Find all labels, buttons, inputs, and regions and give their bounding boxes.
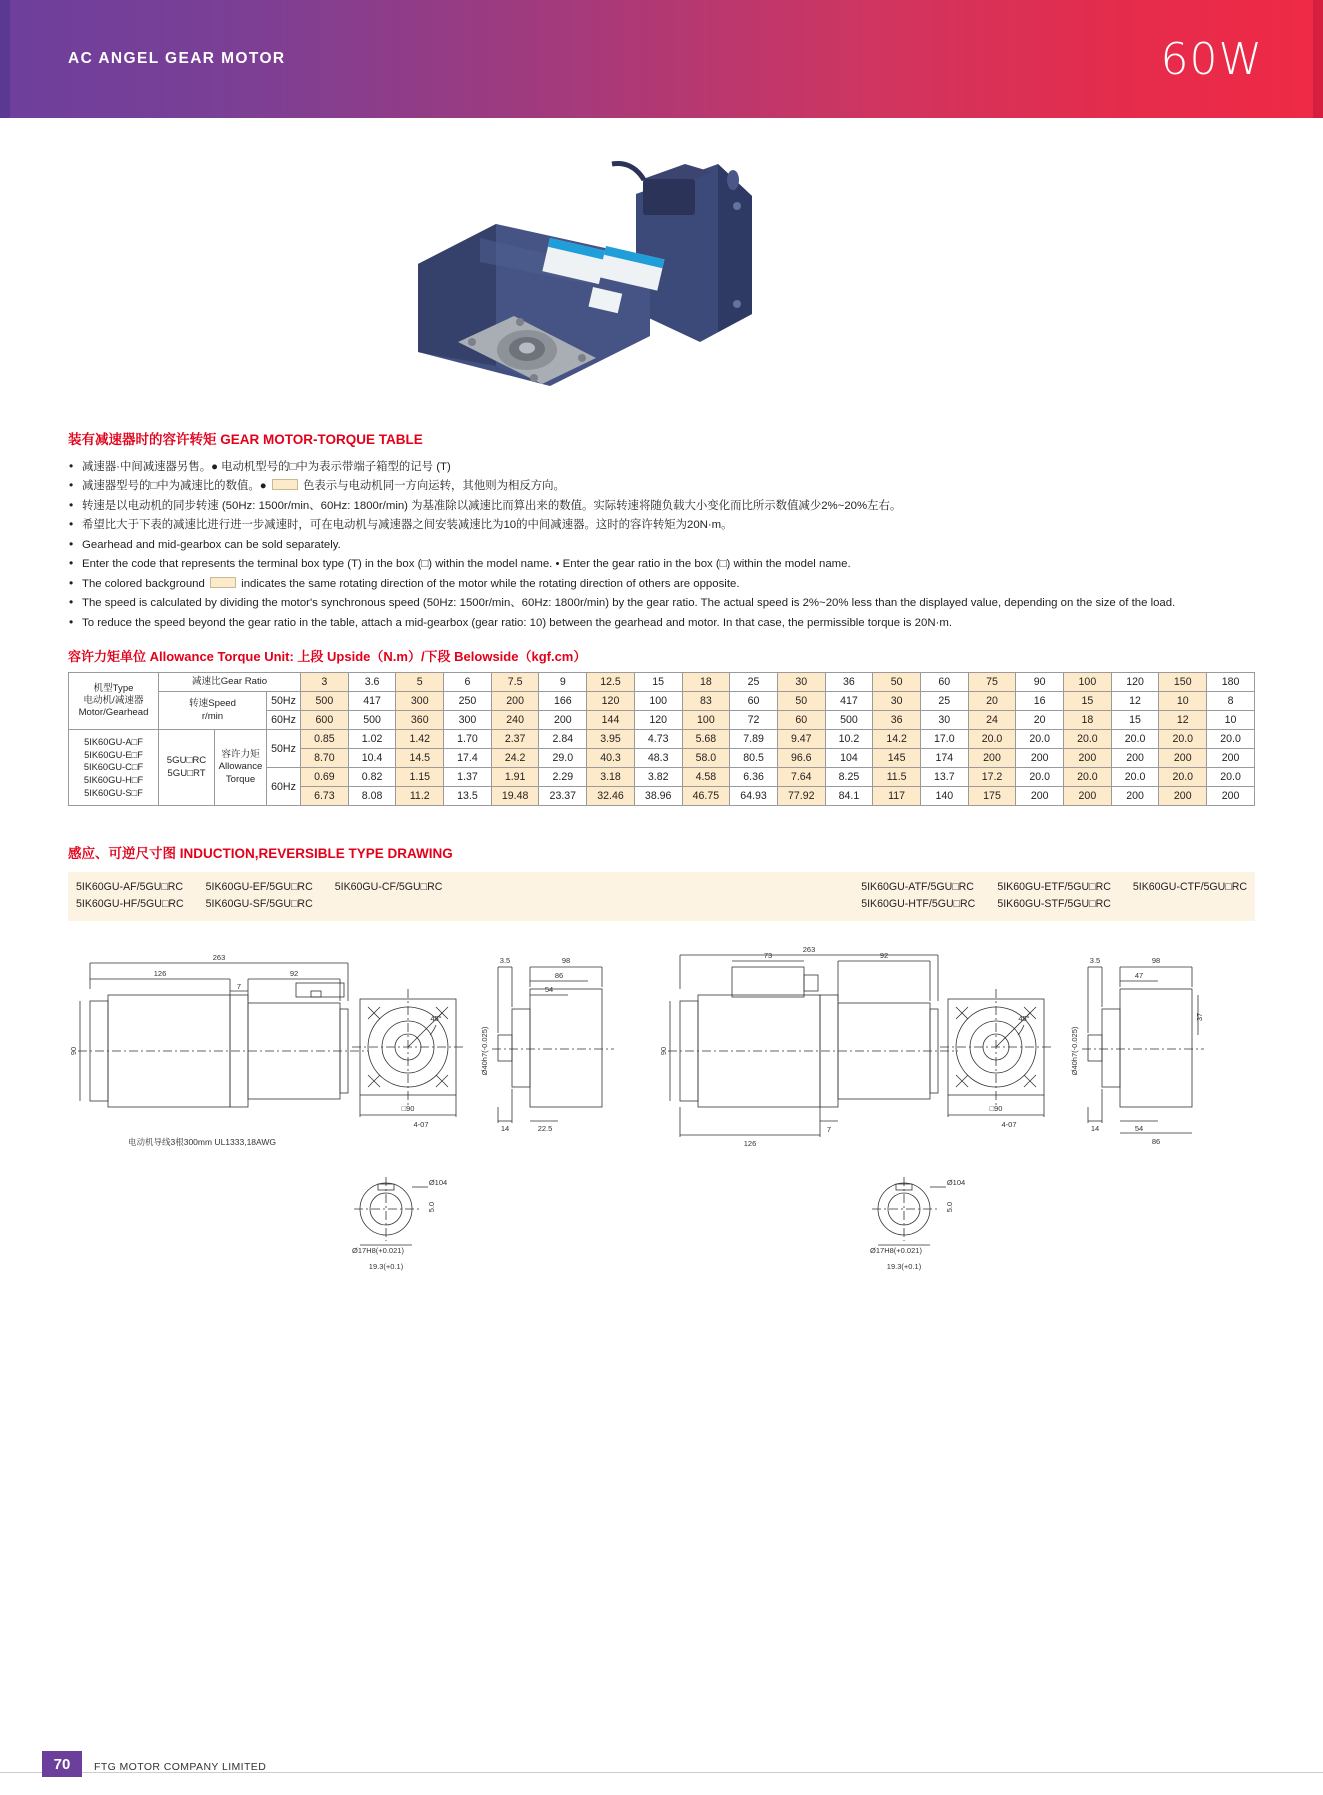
table-cell: 77.92 (777, 787, 825, 806)
table-cell: 60Hz (267, 711, 301, 730)
table-cell: 175 (968, 787, 1016, 806)
model-bar-spacer (464, 879, 861, 913)
table-cell: 25 (920, 692, 968, 711)
torque-heading-en: GEAR MOTOR-TORQUE TABLE (220, 432, 423, 447)
table-cell: 60 (920, 673, 968, 692)
table-cell: 100 (634, 692, 682, 711)
model-name: 5IK60GU-HF/5GU□RC (76, 898, 184, 911)
svg-text:14: 14 (1090, 1123, 1100, 1133)
table-cell: 8 (1207, 692, 1255, 711)
table-cell: 150 (1159, 673, 1207, 692)
table-cell: 4.73 (634, 730, 682, 749)
company-name: FTG MOTOR COMPANY LIMITED (94, 1761, 267, 1773)
svg-text:Ø40h7(-0.025): Ø40h7(-0.025) (480, 1026, 489, 1075)
table-cell: 0.82 (348, 768, 396, 787)
table-cell: 11.2 (396, 787, 444, 806)
model-name: 5IK60GU-EF/5GU□RC (205, 881, 313, 894)
right-front-view (940, 989, 1054, 1117)
table-cell: 18 (1064, 711, 1112, 730)
table-cell: 6.73 (301, 787, 349, 806)
table-row (69, 673, 1255, 692)
table-cell: 12 (1159, 711, 1207, 730)
model-column (206, 879, 335, 913)
note-item: • The speed is calculated by dividing the motor's synchronous speed (50Hz: 1500r/min、60Hz: 1800r/min) by the gear ratio. The actual speed is 2%~20% less than the displayed value, depending on the size of the load. (68, 594, 1255, 612)
table-cell: 20.0 (1064, 730, 1112, 749)
drawing-section-heading (68, 842, 1255, 862)
table-cell: 20.0 (1016, 768, 1064, 787)
table-cell: 417 (825, 692, 873, 711)
table-cell: 30 (873, 692, 921, 711)
table-cell: 0.69 (301, 768, 349, 787)
note-item: • Enter the code that represents the terminal box type (T) in the box (□) within the model name. • Enter the gear ratio in the box (□) within the model name. (68, 555, 1255, 573)
table-cell: 3.82 (634, 768, 682, 787)
table-cell: 140 (920, 787, 968, 806)
model-name: 5IK60GU-A□F (84, 737, 143, 748)
note-item: • 减速器型号的□中为减速比的数值。● 色表示与电动机同一方向运转，其他则为相反方向。 (68, 477, 1255, 495)
table-cell: 1.02 (348, 730, 396, 749)
table-cell: 8.08 (348, 787, 396, 806)
table-cell: 10.4 (348, 749, 396, 768)
table-cell: 1.15 (396, 768, 444, 787)
svg-text:263: 263 (212, 952, 226, 962)
table-cell: 50 (777, 692, 825, 711)
table-cell: 417 (348, 692, 396, 711)
table-cell: 4.58 (682, 768, 730, 787)
table-cell: 300 (444, 711, 492, 730)
table-cell: 200 (1159, 749, 1207, 768)
table-cell: 300 (396, 692, 444, 711)
table-cell: 120 (634, 711, 682, 730)
table-cell: 20.0 (1111, 768, 1159, 787)
table-cell: 16 (1016, 692, 1064, 711)
table-cell: 20.0 (1064, 768, 1112, 787)
model-name: 5IK60GU-HTF/5GU□RC (861, 898, 976, 911)
table-cell: 19.48 (491, 787, 539, 806)
table-cell: 8.25 (825, 768, 873, 787)
table-cell: 200 (1064, 787, 1112, 806)
table-cell: 50Hz (267, 692, 301, 711)
table-cell: 60 (777, 711, 825, 730)
table-cell: 20.0 (1016, 730, 1064, 749)
table-cell: 1.91 (491, 768, 539, 787)
color-swatch (272, 479, 298, 490)
table-cell: 600 (301, 711, 349, 730)
table-cell: 20.0 (1111, 730, 1159, 749)
table-cell: 20.0 (1159, 768, 1207, 787)
table-cell: 13.5 (444, 787, 492, 806)
table-cell: 1.42 (396, 730, 444, 749)
table-cell: 200 (1111, 787, 1159, 806)
table-cell: 144 (587, 711, 635, 730)
table-cell: 200 (1016, 749, 1064, 768)
model-name: 5IK60GU-ATF/5GU□RC (861, 881, 974, 894)
table-cell: 25 (730, 673, 778, 692)
table-cell: 7.89 (730, 730, 778, 749)
svg-text:Ø104: Ø104 (428, 1177, 448, 1187)
svg-text:54: 54 (1134, 1123, 1144, 1133)
table-header-type: 机型Type 电动机/减速器 Motor/Gearhead (69, 673, 159, 730)
svg-text:7: 7 (236, 981, 242, 991)
table-cell: 36 (825, 673, 873, 692)
table-cell: 100 (1064, 673, 1112, 692)
table-cell: 30 (777, 673, 825, 692)
page-header (0, 0, 1323, 118)
model-column (997, 879, 1133, 913)
page-footer (0, 1739, 1323, 1795)
table-cell: 2.29 (539, 768, 587, 787)
table-cell: 24 (968, 711, 1016, 730)
table-cell: 48.3 (634, 749, 682, 768)
svg-text:5.0: 5.0 (427, 1201, 436, 1212)
model-name: 5IK60GU-AF/5GU□RC (76, 881, 184, 894)
note-item: • The colored background indicates the same rotating direction of the motor while the rotating direction of others are opposite. (68, 575, 1255, 593)
table-cell: 200 (1016, 787, 1064, 806)
lead-wire-note: 电动机导线3根300mm UL1333,18AWG (128, 1136, 277, 1147)
drawing-heading-cn: 感应、可逆尺寸图 (68, 846, 176, 862)
table-cell: 24.2 (491, 749, 539, 768)
torque-table (68, 672, 1255, 806)
table-cell: 60Hz (267, 768, 301, 806)
table-cell: 5 (396, 673, 444, 692)
table-cell: 30 (920, 711, 968, 730)
table-cell: 1.70 (444, 730, 492, 749)
note-item: • 减速器·中间减速器另售。● 电动机型号的□中为表示带端子箱型的记号 (T) (68, 458, 1255, 476)
model-column (76, 879, 206, 913)
right-box-view (1082, 967, 1204, 1133)
svg-text:45°: 45° (1018, 1013, 1030, 1023)
table-cell: 64.93 (730, 787, 778, 806)
table-cell: 84.1 (825, 787, 873, 806)
table-cell: 6 (444, 673, 492, 692)
svg-text:86: 86 (554, 970, 564, 980)
svg-text:19.3(+0.1): 19.3(+0.1) (886, 1261, 922, 1271)
svg-text:90: 90 (69, 1046, 78, 1055)
svg-text:45°: 45° (430, 1013, 442, 1023)
table-models (69, 730, 159, 806)
torque-heading-cn: 装有减速器时的容许转矩 (68, 432, 217, 447)
left-shaft-detail (354, 1177, 428, 1245)
table-cell: 200 (1064, 749, 1112, 768)
right-shaft-detail (872, 1177, 946, 1245)
svg-text:263: 263 (802, 944, 816, 954)
model-name: 5IK60GU-E□F (84, 749, 143, 760)
svg-text:□90: □90 (401, 1103, 415, 1113)
table-cell: 6.36 (730, 768, 778, 787)
table-cell: 117 (873, 787, 921, 806)
table-cell: 200 (1207, 787, 1255, 806)
table-cell: 180 (1207, 673, 1255, 692)
svg-text:92: 92 (879, 950, 889, 960)
model-name: 5IK60GU-SF/5GU□RC (205, 898, 313, 911)
svg-text:90: 90 (659, 1046, 668, 1055)
table-cell: 200 (1159, 787, 1207, 806)
table-cell: 3.95 (587, 730, 635, 749)
table-cell: 12 (1111, 692, 1159, 711)
table-cell: 20 (968, 692, 1016, 711)
table-cell: 10 (1159, 692, 1207, 711)
table-cell: 7.5 (491, 673, 539, 692)
svg-text:Ø17H8(+0.021): Ø17H8(+0.021) (870, 1245, 922, 1255)
table-cell: 15 (1064, 692, 1112, 711)
model-name: 5IK60GU-ETF/5GU□RC (997, 881, 1111, 894)
table-cell: 50 (873, 673, 921, 692)
table-cell: 2.84 (539, 730, 587, 749)
table-header-speed: 转速Speed r/min (159, 692, 267, 730)
table-cell: 72 (730, 711, 778, 730)
table-cell: 10.2 (825, 730, 873, 749)
gear-motor-illustration (400, 146, 800, 426)
svg-text:37: 37 (1195, 1012, 1204, 1021)
table-cell: 60 (730, 692, 778, 711)
svg-text:126: 126 (743, 1138, 757, 1148)
table-cell: 100 (682, 711, 730, 730)
table-cell: 90 (1016, 673, 1064, 692)
table-cell: 200 (1207, 749, 1255, 768)
table-cell: 3.18 (587, 768, 635, 787)
page-title: AC ANGEL GEAR MOTOR (68, 50, 286, 67)
table-cell: 7.64 (777, 768, 825, 787)
table-header-torque: 容许力矩 Allowance Torque (215, 730, 267, 806)
table-cell: 104 (825, 749, 873, 768)
svg-text:126: 126 (153, 968, 167, 978)
table-cell: 145 (873, 749, 921, 768)
table-cell: 20.0 (968, 730, 1016, 749)
table-cell: 75 (968, 673, 1016, 692)
table-cell: 12.5 (587, 673, 635, 692)
table-cell: 36 (873, 711, 921, 730)
model-name: 5IK60GU-CF/5GU□RC (334, 881, 443, 894)
table-cell: 20.0 (1207, 768, 1255, 787)
table-cell: 200 (539, 711, 587, 730)
table-cell: 500 (301, 692, 349, 711)
table-header-gear-ratio: 减速比Gear Ratio (159, 673, 301, 692)
svg-text:□90: □90 (989, 1103, 1003, 1113)
model-column (1133, 879, 1247, 913)
note-item: • 转速是以电动机的同步转速 (50Hz: 1500r/min、60Hz: 1800r/min) 为基准除以减速比而算出来的数值。实际转速将随负载大小变化而比所示数值减少2%~20%左右。 (68, 497, 1255, 515)
table-cell: 58.0 (682, 749, 730, 768)
table-gearhead-models: 5GU□RC 5GU□RT (159, 730, 215, 806)
svg-text:3.5: 3.5 (1089, 955, 1101, 965)
table-cell: 200 (1111, 749, 1159, 768)
table-cell: 250 (444, 692, 492, 711)
table-cell: 9 (539, 673, 587, 692)
table-cell: 1.37 (444, 768, 492, 787)
svg-text:92: 92 (289, 968, 299, 978)
table-cell: 5.68 (682, 730, 730, 749)
svg-text:14: 14 (500, 1123, 510, 1133)
drawing-model-bar (68, 872, 1255, 920)
table-cell: 174 (920, 749, 968, 768)
model-column (861, 879, 997, 913)
table-cell: 0.85 (301, 730, 349, 749)
svg-text:Ø104: Ø104 (946, 1177, 966, 1187)
svg-text:98: 98 (561, 955, 571, 965)
table-cell: 8.70 (301, 749, 349, 768)
torque-section-heading (68, 428, 1255, 448)
model-name: 5IK60GU-H□F (83, 774, 144, 785)
svg-text:73: 73 (763, 950, 773, 960)
table-cell: 360 (396, 711, 444, 730)
table-cell: 2.37 (491, 730, 539, 749)
product-photo-area (0, 118, 1323, 428)
table-cell: 15 (1111, 711, 1159, 730)
svg-text:86: 86 (1151, 1136, 1161, 1146)
table-cell: 96.6 (777, 749, 825, 768)
model-column (335, 879, 465, 913)
svg-text:4-07: 4-07 (1001, 1119, 1017, 1129)
table-cell: 38.96 (634, 787, 682, 806)
torque-unit-line: 容许力矩单位 Allowance Torque Unit: 上段 Upside（N.m）/下段 Belowside（kgf.cm） (68, 649, 587, 665)
svg-text:47: 47 (1134, 970, 1144, 980)
right-side-view (668, 955, 958, 1137)
table-cell: 17.2 (968, 768, 1016, 787)
page-number: 70 (42, 1751, 82, 1777)
header-right-edge (1313, 0, 1323, 118)
table-cell: 10 (1207, 711, 1255, 730)
table-cell: 3.6 (348, 673, 396, 692)
header-left-edge (0, 0, 10, 118)
model-name: 5IK60GU-S□F (84, 787, 143, 798)
table-cell: 14.5 (396, 749, 444, 768)
table-cell: 240 (491, 711, 539, 730)
svg-text:Ø17H8(+0.021): Ø17H8(+0.021) (352, 1245, 404, 1255)
svg-text:19.3(+0.1): 19.3(+0.1) (368, 1261, 404, 1271)
table-cell: 46.75 (682, 787, 730, 806)
technical-drawings (68, 939, 1255, 1369)
svg-text:22.5: 22.5 (537, 1123, 553, 1133)
table-cell: 9.47 (777, 730, 825, 749)
table-cell: 15 (634, 673, 682, 692)
table-cell: 20 (1016, 711, 1064, 730)
wattage-badge: 60W (1160, 33, 1263, 85)
left-front-view (352, 989, 466, 1117)
table-cell: 13.7 (920, 768, 968, 787)
model-name: 5IK60GU-STF/5GU□RC (997, 898, 1111, 911)
table-cell: 3 (301, 673, 349, 692)
table-row (69, 730, 1255, 749)
table-cell: 50Hz (267, 730, 301, 768)
table-cell: 83 (682, 692, 730, 711)
table-cell: 11.5 (873, 768, 921, 787)
table-cell: 200 (968, 749, 1016, 768)
table-cell: 20.0 (1159, 730, 1207, 749)
torque-notes-list (68, 458, 1255, 632)
svg-text:4-07: 4-07 (413, 1119, 429, 1129)
table-cell: 14.2 (873, 730, 921, 749)
note-item: • 希望比大于下表的减速比进行进一步减速时，可在电动机与减速器之间安装减速比为10的中间减速器。这时的容许转矩为20N·m。 (68, 516, 1255, 534)
table-cell: 40.3 (587, 749, 635, 768)
svg-text:Ø40h7(-0.025): Ø40h7(-0.025) (1070, 1026, 1079, 1075)
table-cell: 17.4 (444, 749, 492, 768)
table-cell: 200 (491, 692, 539, 711)
table-cell: 29.0 (539, 749, 587, 768)
table-cell: 20.0 (1207, 730, 1255, 749)
svg-text:54: 54 (544, 984, 554, 994)
table-cell: 18 (682, 673, 730, 692)
table-cell: 120 (1111, 673, 1159, 692)
table-cell: 500 (348, 711, 396, 730)
svg-text:98: 98 (1151, 955, 1161, 965)
color-swatch (210, 577, 236, 588)
table-cell: 500 (825, 711, 873, 730)
svg-text:5.0: 5.0 (945, 1201, 954, 1212)
table-cell: 166 (539, 692, 587, 711)
drawing-heading-en: INDUCTION,REVERSIBLE TYPE DRAWING (179, 846, 453, 862)
svg-text:7: 7 (826, 1124, 832, 1134)
note-item: • To reduce the speed beyond the gear ratio in the table, attach a mid-gearbox (gear ratio: 10) between the gearhead and motor. In that case, the permissible torque is 20N·m. (68, 614, 1255, 632)
model-name: 5IK60GU-CTF/5GU□RC (1132, 881, 1247, 894)
table-cell: 23.37 (539, 787, 587, 806)
table-row (69, 692, 1255, 711)
table-cell: 17.0 (920, 730, 968, 749)
table-cell: 32.46 (587, 787, 635, 806)
table-cell: 80.5 (730, 749, 778, 768)
note-item: • Gearhead and mid-gearbox can be sold separately. (68, 536, 1255, 554)
model-name: 5IK60GU-C□F (83, 762, 144, 773)
table-cell: 120 (587, 692, 635, 711)
left-side-view (78, 963, 368, 1107)
svg-text:3.5: 3.5 (499, 955, 511, 965)
